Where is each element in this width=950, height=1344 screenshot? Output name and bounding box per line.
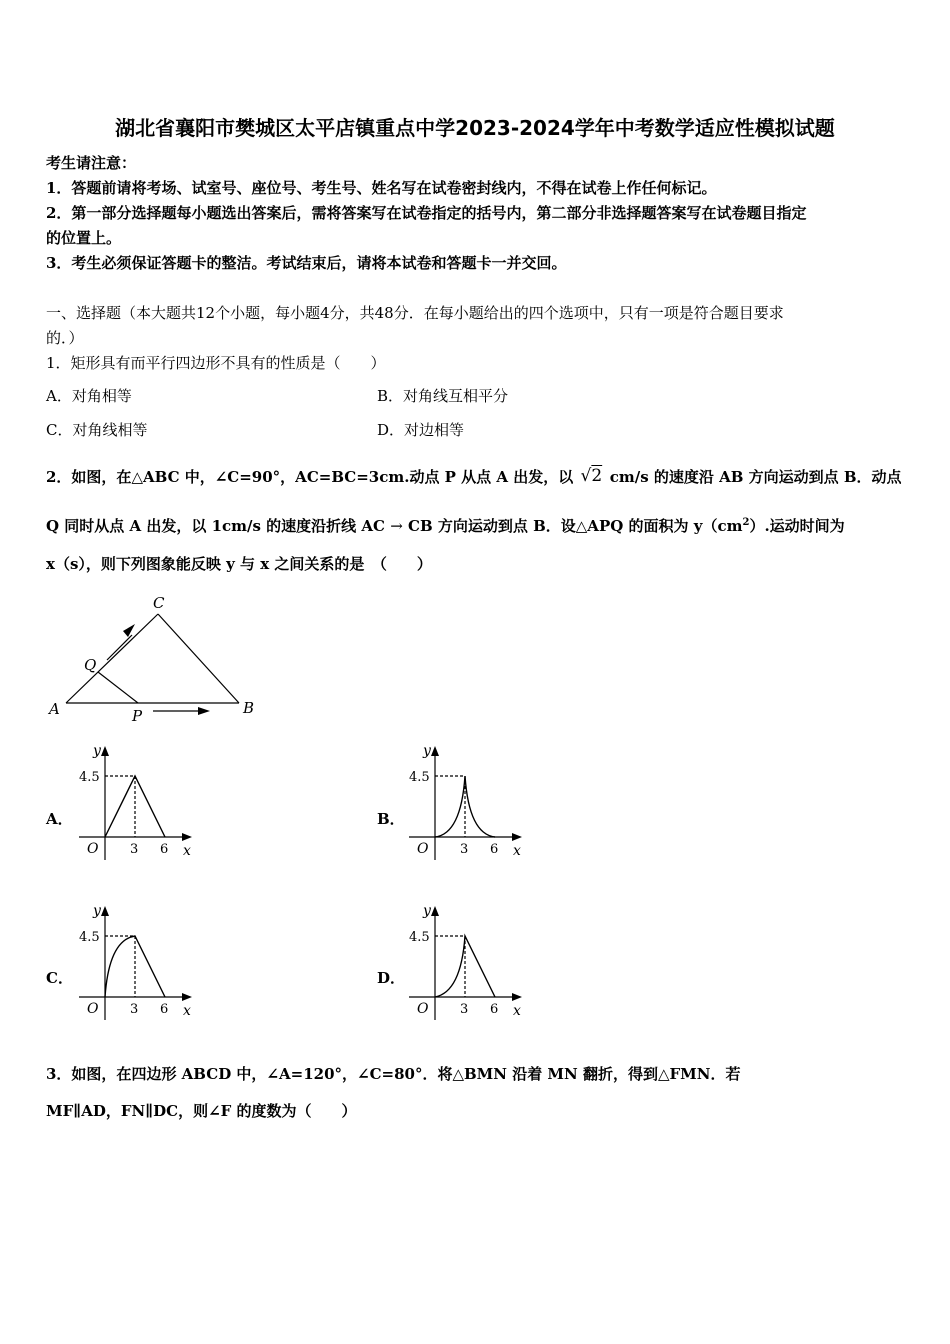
page-title: 湖北省襄阳市樊城区太平店镇重点中学2023-2024学年中考数学适应性模拟试题 — [115, 116, 835, 140]
q2-line2-b: CB 方向运动到点 B．设△APQ 的面积为 y（cm — [408, 517, 743, 535]
sqrt-icon: √2 — [580, 466, 603, 486]
q2-option-b-label: B． — [377, 810, 405, 828]
section-heading-cont: 的．） — [46, 329, 84, 347]
label-q: Q — [84, 656, 97, 674]
q2-option-d-label: D． — [377, 969, 406, 987]
y-axis-arrow-icon — [431, 906, 439, 916]
q2-line2-c: ）.运动时间为 — [749, 517, 845, 535]
x-axis-arrow-icon — [182, 993, 192, 1001]
graph-c-y-label: y — [93, 903, 101, 919]
q2-sup: 2 — [742, 517, 750, 528]
notice-item-2-cont: 的位置上。 — [46, 229, 122, 247]
graph-c — [75, 900, 200, 1025]
graph-a-x6: 6 — [160, 842, 169, 857]
segment-qp — [98, 672, 138, 703]
q2-option-c-label: C． — [46, 969, 73, 987]
y-axis-arrow-icon — [431, 746, 439, 756]
q2-line1 — [46, 466, 902, 487]
x-axis-arrow-icon — [512, 993, 522, 1001]
graph-a-origin: O — [87, 841, 99, 857]
graph-a-x-label: x — [183, 843, 191, 859]
q1-stem: 1．矩形具有而平行四边形不具有的性质是（ ） — [46, 354, 386, 372]
q2-triangle-figure — [40, 590, 270, 725]
graph-d-x3: 3 — [460, 1002, 469, 1017]
graph-b-ytick: 4.5 — [409, 770, 430, 785]
graph-c-origin: O — [87, 1001, 99, 1017]
q1-option-c: C．对角线相等 — [46, 421, 148, 439]
graph-a-x3: 3 — [130, 842, 139, 857]
q2-line2-a: Q 同时从点 A 出发，以 1cm/s 的速度沿折线 AC — [46, 517, 385, 535]
arrow-q-head — [123, 624, 135, 637]
graph-d-x-label: x — [513, 1003, 521, 1019]
graph-d — [405, 900, 530, 1025]
q2-line3: x（s），则下列图象能反映 y 与 x 之间关系的是 （ ） — [46, 555, 432, 573]
y-axis-arrow-icon — [101, 746, 109, 756]
graph-a — [75, 740, 200, 865]
x-axis-arrow-icon — [182, 833, 192, 841]
q2-line1-a: 2．如图，在△ABC 中，∠C=90°，AC=BC=3cm.动点 P 从点 A 出发，以 — [46, 468, 574, 486]
sqrt-value: 2 — [591, 466, 603, 486]
label-p: P — [132, 707, 143, 725]
graph-c-x6: 6 — [160, 1002, 169, 1017]
q1-option-a: A．对角相等 — [46, 387, 132, 405]
graph-d-ytick: 4.5 — [409, 930, 430, 945]
graph-d-y-label: y — [423, 903, 431, 919]
q1-option-b: B．对角线互相平分 — [377, 387, 509, 405]
label-a: A — [49, 700, 60, 718]
q3-line2: MF∥AD，FN∥DC，则∠F 的度数为（ ） — [46, 1102, 357, 1120]
side-ac — [66, 614, 158, 703]
graph-c-ytick: 4.5 — [79, 930, 100, 945]
arrow-q-line — [107, 635, 132, 660]
graph-b-y-label: y — [423, 743, 431, 759]
graph-b-x6: 6 — [490, 842, 499, 857]
x-axis-arrow-icon — [512, 833, 522, 841]
graph-b-x3: 3 — [460, 842, 469, 857]
notice-item-3: 3．考生必须保证答题卡的整洁。考试结束后，请将本试卷和答题卡一并交回。 — [46, 254, 567, 272]
section-heading: 一、选择题（本大题共12个小题，每小题4分，共48分．在每小题给出的四个选项中，只有一项是符合题目要求 — [46, 304, 784, 322]
graph-b-x-label: x — [513, 843, 521, 859]
label-b: B — [243, 699, 255, 717]
label-c: C — [153, 594, 165, 612]
side-cb — [158, 614, 239, 703]
graph-c-x-label: x — [183, 1003, 191, 1019]
graph-b — [405, 740, 530, 865]
notice-heading: 考生请注意： — [46, 154, 137, 172]
q2-option-a-label: A． — [46, 810, 73, 828]
arrow-p-head — [198, 707, 210, 715]
q3-line1: 3．如图，在四边形 ABCD 中，∠A=120°，∠C=80°．将△BMN 沿着 MN 翻折，得到△FMN．若 — [46, 1065, 741, 1083]
graph-d-origin: O — [417, 1001, 429, 1017]
graph-a-y-label: y — [93, 743, 101, 759]
notice-item-1: 1．答题前请将考场、试室号、座位号、考生号、姓名写在试卷密封线内，不得在试卷上作任何标记。 — [46, 179, 717, 197]
q1-option-d: D．对边相等 — [377, 421, 465, 439]
y-axis-arrow-icon — [101, 906, 109, 916]
graph-d-x6: 6 — [490, 1002, 499, 1017]
notice-item-2: 2．第一部分选择题每小题选出答案后，需将答案写在试卷指定的括号内，第二部分非选择题答案写在试卷题目指定 — [46, 204, 807, 222]
graph-c-x3: 3 — [130, 1002, 139, 1017]
graph-a-ytick: 4.5 — [79, 770, 100, 785]
q2-line2 — [46, 515, 845, 536]
graph-b-origin: O — [417, 841, 429, 857]
arrow-icon: → — [390, 517, 403, 535]
q2-line1-b: cm/s 的速度沿 AB 方向运动到点 B．动点 — [609, 468, 902, 486]
